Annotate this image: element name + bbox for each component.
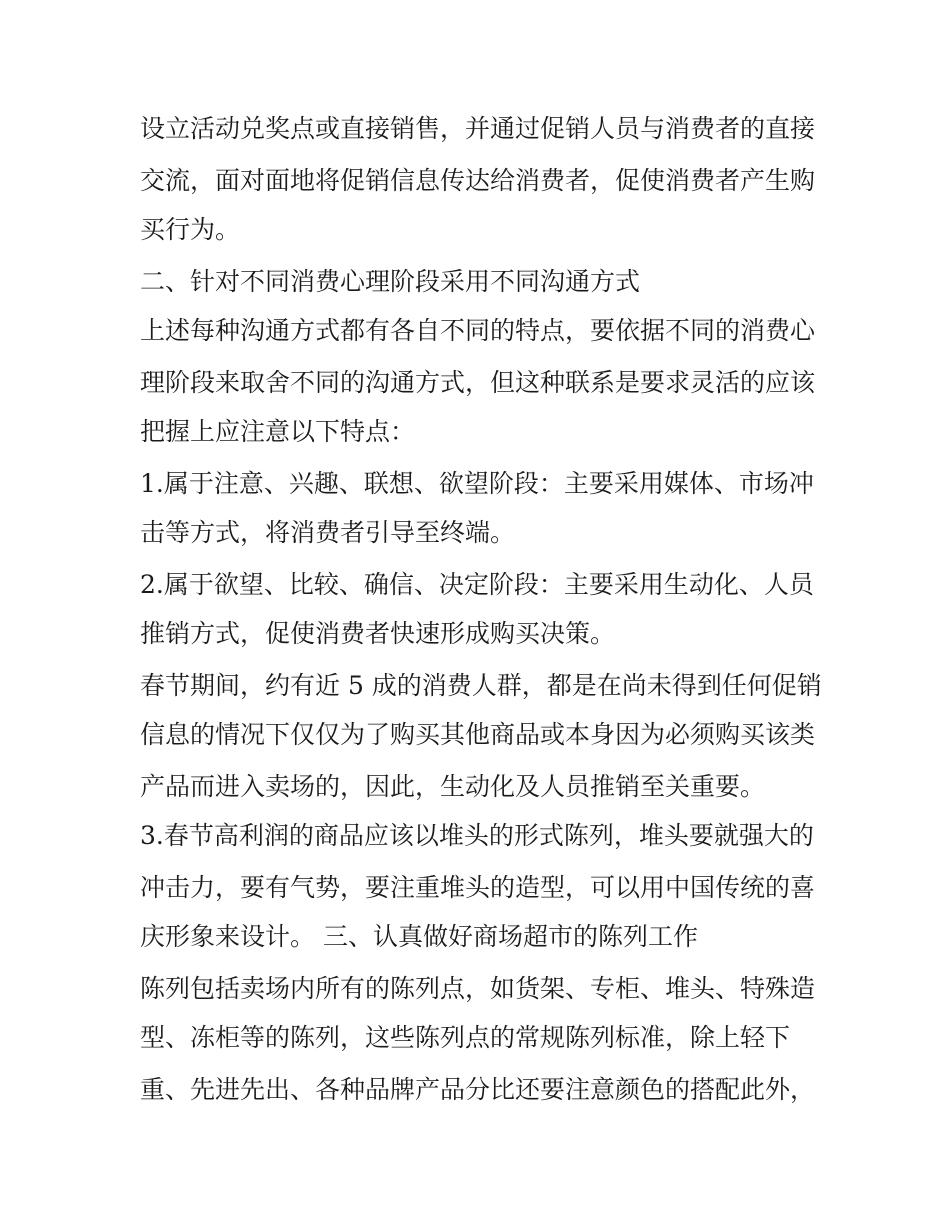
- text-line: 上述每种沟通方式都有各自不同的特点，要依据不同的消费心: [140, 316, 816, 345]
- text-line: 春节期间，约有近 5 成的消费人群，都是在尚未得到任何促销: [140, 671, 822, 700]
- list-item-line: 推销方式，促使消费者快速形成购买决策。: [140, 619, 616, 648]
- text-line: 型、冻柜等的陈列，这些陈列点的常规陈列标准，除上轻下: [140, 1023, 791, 1052]
- list-item-line: 庆形象来设计。 三、认真做好商场超市的陈列工作: [140, 922, 698, 951]
- section-heading: 二、针对不同消费心理阶段采用不同沟通方式: [140, 267, 641, 296]
- text-line: 把握上应注意以下特点：: [140, 417, 416, 446]
- text-line: 买行为。: [140, 215, 241, 244]
- list-item-line: 击等方式，将消费者引导至终端。: [140, 518, 516, 547]
- text-line: 交流，面对面地将促销信息传达给消费者，促使消费者产生购: [140, 166, 816, 195]
- text-line: 产品而进入卖场的，因此，生动化及人员推销至关重要。: [140, 772, 766, 801]
- text-line: 信息的情况下仅仅为了购买其他商品或本身因为必须购买该类: [140, 720, 816, 749]
- text-line: 重、先进先出、各种品牌产品分比还要注意颜色的搭配此外，: [140, 1075, 816, 1104]
- list-item-line: 3.春节高利润的商品应该以堆头的形式陈列，堆头要就强大的: [140, 821, 814, 850]
- text-line: 设立活动兑奖点或直接销售，并通过促销人员与消费者的直接: [140, 114, 816, 143]
- list-item-line: 2.属于欲望、比较、确信、决定阶段：主要采用生动化、人员: [140, 570, 814, 599]
- list-item-line: 1.属于注意、兴趣、联想、欲望阶段：主要采用媒体、市场冲: [140, 469, 814, 498]
- text-line: 理阶段来取舍不同的沟通方式，但这种联系是要求灵活的应该: [140, 368, 816, 397]
- text-line: 陈列包括卖场内所有的陈列点，如货架、专柜、堆头、特殊造: [140, 974, 816, 1003]
- list-item-line: 冲击力，要有气势，要注重堆头的造型，可以用中国传统的喜: [140, 873, 816, 902]
